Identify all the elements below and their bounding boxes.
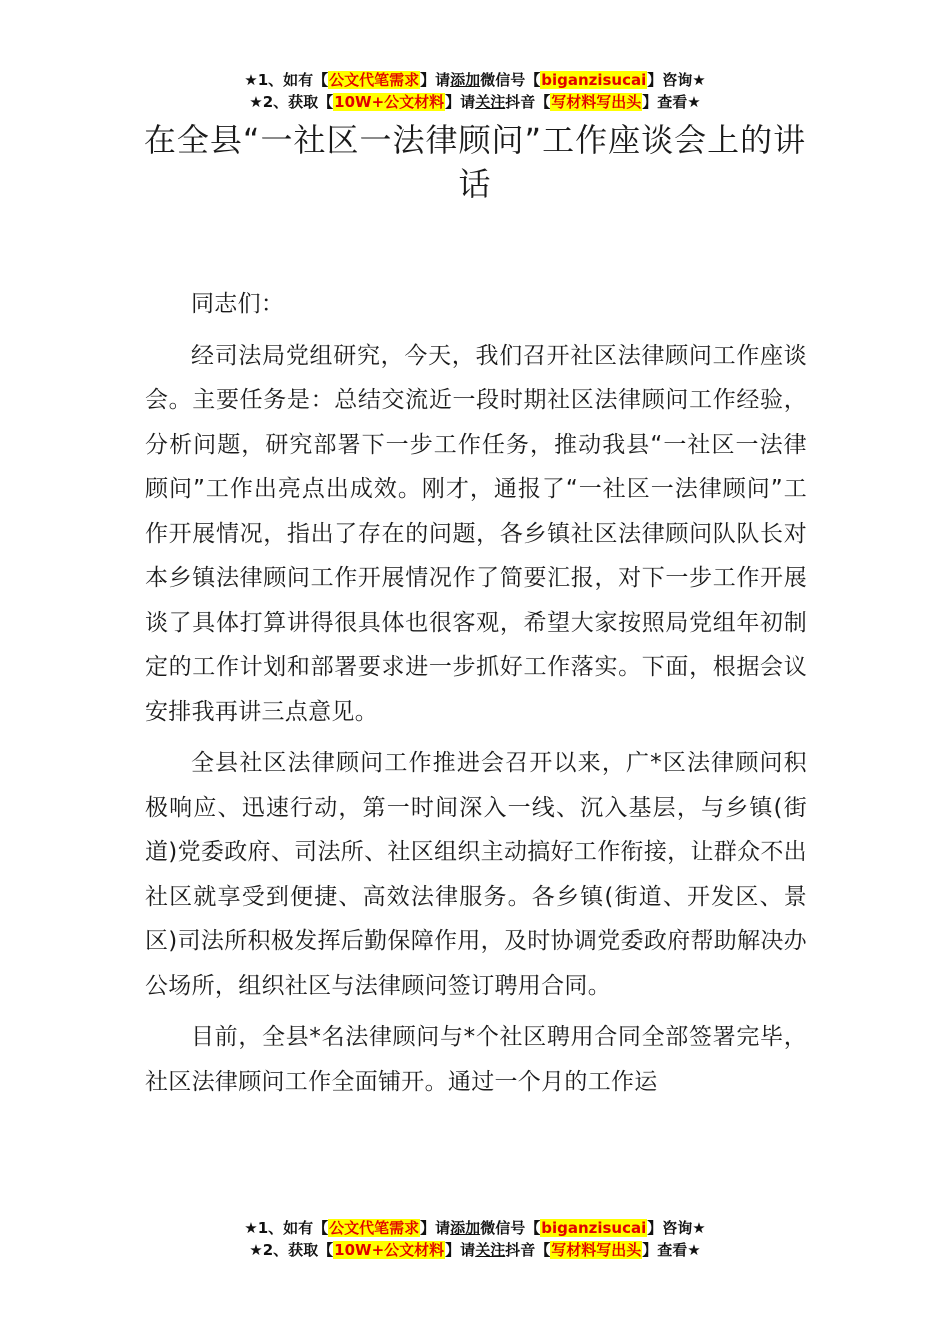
promo-text: 抖音【 (505, 1241, 551, 1259)
promo-text: 微信号【 (480, 1219, 541, 1237)
promo-highlight-wechat: biganzisucai (541, 71, 647, 89)
promo-text: 】咨询 (647, 71, 693, 89)
promo-highlight-materials: 10W+公文材料 (334, 1241, 445, 1259)
promo-text: 】请 (420, 1219, 451, 1237)
promo-highlight-service: 公文代笔需求 (329, 1219, 420, 1237)
body-paragraph-1: 经司法局党组研究，今天，我们召开社区法律顾问工作座谈会。主要任务是：总结交流近一段时期社区法律顾问工作经验，分析问题，研究部署下一步工作任务，推动我县“一社区一法律顾问”工作出亮点出成效。刚才，通报了“一社区一法律顾问”工作开展情况，指出了存在的问题，各乡镇社区法律顾问队队长对本乡镇法律顾问工作开展情况作了简要汇报，对下一步工作开展谈了具体打算讲得很具体也很客观，希望大家按照局党组年初制定的工作计划和部署要求进一步抓好工作落实。下面，根据会议安排我再讲三点意见。 (145, 342, 807, 725)
promo-underline-text: 关注 (475, 1241, 506, 1259)
promo-highlight-materials: 10W+公文材料 (334, 93, 445, 111)
salutation: 同志们： (191, 291, 285, 317)
header-promo-banner (0, 69, 950, 113)
promo-line-2 (0, 1239, 950, 1261)
body-paragraph-3: 目前，全县*名法律顾问与*个社区聘用合同全部签署完毕，社区法律顾问工作全面铺开。通过一个月的工作运 (145, 1024, 807, 1095)
promo-highlight-wechat: biganzisucai (541, 1219, 647, 1237)
star-icon: ★ (692, 1219, 706, 1237)
promo-highlight-service: 公文代笔需求 (329, 71, 420, 89)
footer-promo-banner (0, 1217, 950, 1261)
promo-text: 2、获取【 (262, 1241, 334, 1259)
star-icon: ★ (244, 1219, 258, 1237)
promo-text: 】查看 (642, 1241, 688, 1259)
promo-text: 微信号【 (480, 71, 541, 89)
promo-text: 1、如有【 (257, 1219, 329, 1237)
promo-line-2 (0, 91, 950, 113)
document-title: 在全县“一社区一法律顾问”工作座谈会上的讲话 (143, 121, 807, 203)
promo-underline-text: 关注 (475, 93, 506, 111)
document-body (145, 282, 807, 1111)
star-icon: ★ (687, 93, 701, 111)
promo-highlight-douyin: 写材料写出头 (551, 1241, 642, 1259)
promo-text: 2、获取【 (262, 93, 334, 111)
promo-text: 抖音【 (505, 93, 551, 111)
promo-text: 】请 (445, 1241, 476, 1259)
star-icon: ★ (244, 71, 258, 89)
star-icon: ★ (692, 71, 706, 89)
star-icon: ★ (249, 93, 263, 111)
promo-underline-text: 添加 (450, 1219, 481, 1237)
promo-text: 1、如有【 (257, 71, 329, 89)
promo-text: 】请 (445, 93, 476, 111)
promo-text: 】查看 (642, 93, 688, 111)
star-icon: ★ (687, 1241, 701, 1259)
promo-text: 】请 (420, 71, 451, 89)
star-icon: ★ (249, 1241, 263, 1259)
promo-underline-text: 添加 (450, 71, 481, 89)
promo-text: 】咨询 (647, 1219, 693, 1237)
promo-line-1 (0, 1217, 950, 1239)
promo-line-1 (0, 69, 950, 91)
body-paragraph-2: 全县社区法律顾问工作推进会召开以来，广*区法律顾问积极响应、迅速行动，第一时间深入一线、沉入基层，与乡镇(街道)党委政府、司法所、社区组织主动搞好工作衔接，让群众不出社区就享受到便捷、高效法律服务。各乡镇(街道、开发区、景区)司法所积极发挥后勤保障作用，及时协调党委政府帮助解决办公场所，组织社区与法律顾问签订聘用合同。 (145, 750, 807, 999)
promo-highlight-douyin: 写材料写出头 (551, 93, 642, 111)
